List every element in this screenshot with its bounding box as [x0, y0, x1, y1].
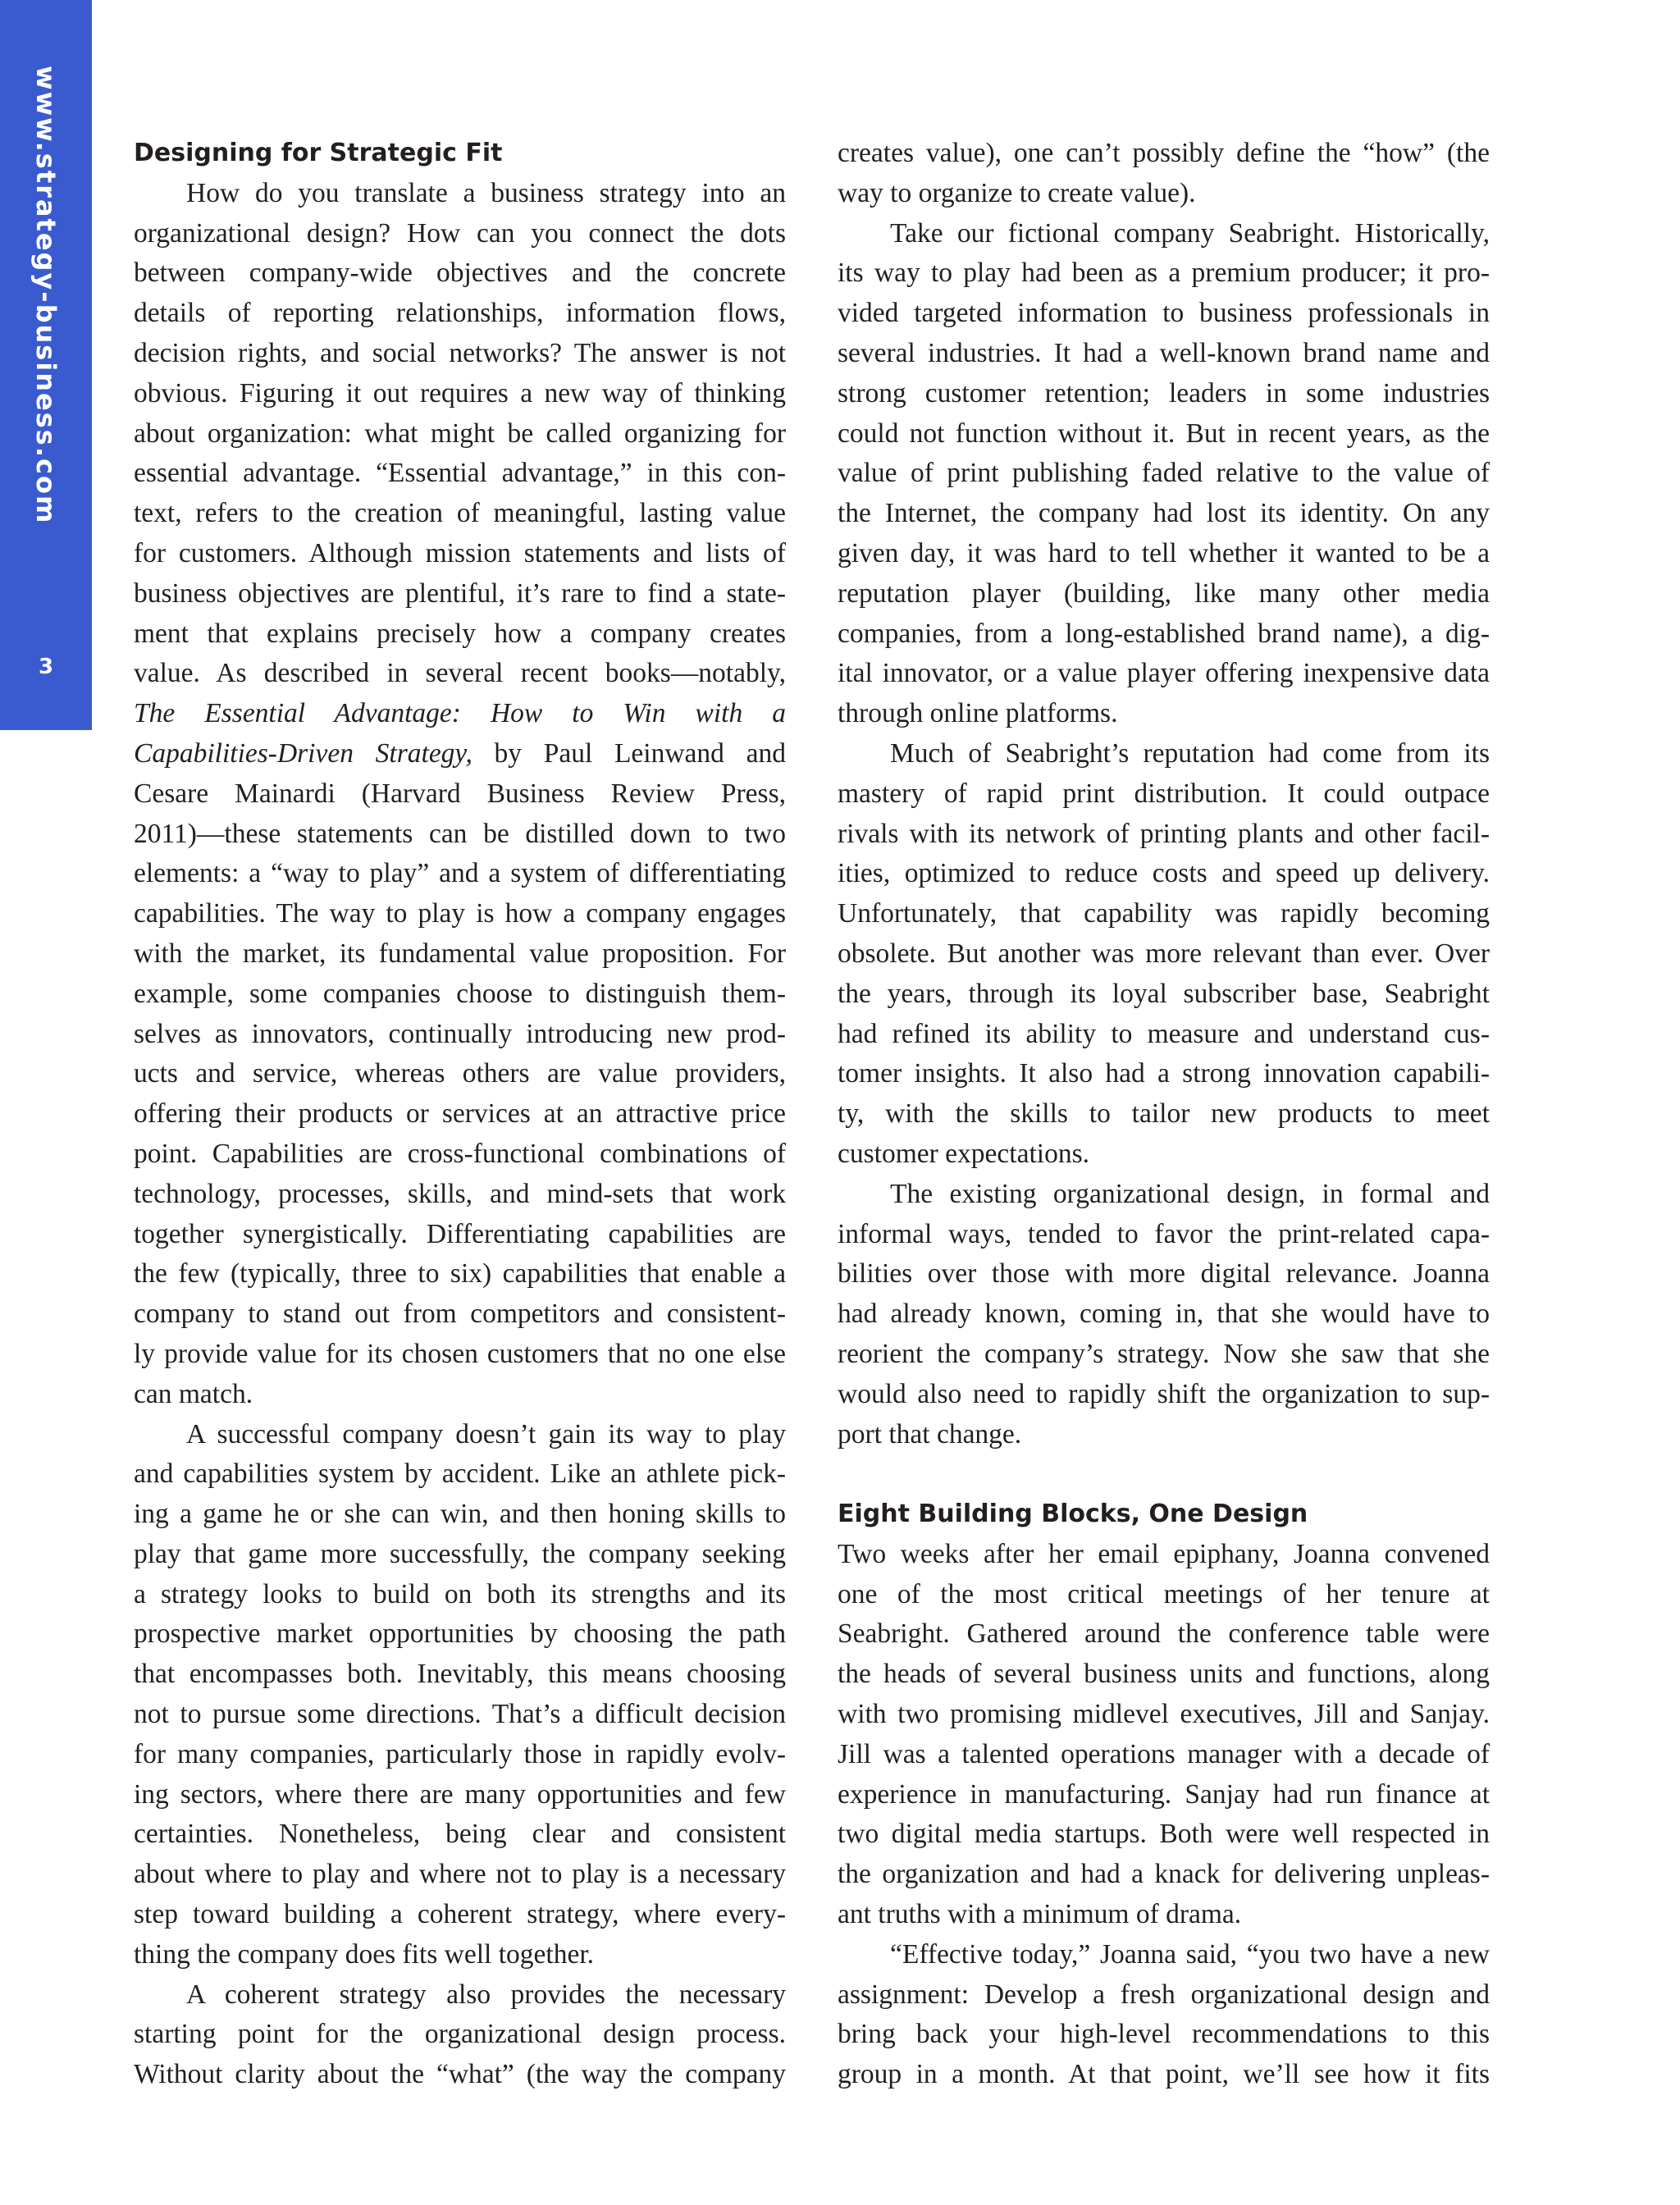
- text-line: port that change.: [838, 1418, 1022, 1449]
- text-line: point. Capabilities are cross-functional combinations of: [134, 1138, 786, 1169]
- text-line: decision rights, and social networks? The answer is not: [134, 337, 786, 368]
- text-line: The existing organizational design, in formal and: [890, 1178, 1490, 1209]
- left-body-text: [134, 174, 786, 2095]
- text-line: Seabright. Gathered around the conference table were: [838, 1618, 1490, 1650]
- text-line: ment that explains precisely how a company creates: [134, 618, 786, 649]
- text-line: together synergistically. Differentiating capabilities are: [134, 1218, 786, 1249]
- text-line: could not function without it. But in recent years, as the: [838, 418, 1490, 449]
- text-line: reputation player (building, like many other media: [838, 578, 1490, 609]
- text-line: and capabilities system by accident. Like an athlete pick-: [134, 1459, 786, 1490]
- right-body-text-top: [838, 134, 1490, 1454]
- text-line: had already known, coming in, that she would have to: [838, 1299, 1490, 1330]
- text-line: How do you translate a business strategy into an: [186, 177, 786, 208]
- text-line: obsolete. But another was more relevant than ever. Over: [838, 938, 1490, 969]
- text-line: for many companies, particularly those in rapidly evolv-: [134, 1738, 786, 1769]
- text-line: not to pursue some directions. That’s a difficult decision: [134, 1699, 786, 1730]
- right-column: [838, 134, 1490, 2095]
- text-line: with the market, its fundamental value proposition. For: [134, 938, 786, 969]
- text-line: can match.: [134, 1378, 253, 1409]
- text-line: prospective market opportunities by choosing the path: [134, 1618, 786, 1650]
- text-line: 2011)—these statements can be distilled down to two: [134, 818, 786, 849]
- text-line: its way to play had been as a premium producer; it pro-: [838, 258, 1490, 289]
- text-line: the organization and had a knack for delivering unpleas-: [838, 1859, 1490, 1890]
- section-gap: [838, 1454, 1490, 1495]
- text-line: capabilities. The way to play is how a company engages: [134, 898, 786, 929]
- text-line: elements: a “way to play” and a system of differentiating: [134, 858, 786, 889]
- line-text: by Paul Leinwand and: [472, 737, 786, 769]
- book-title-text: Capabilities-Driven Strategy,: [134, 737, 472, 769]
- text-line: step toward building a coherent strategy, where every-: [134, 1899, 786, 1930]
- text-line: ant truths with a minimum of drama.: [838, 1899, 1242, 1930]
- text-line: “Effective today,” Joanna said, “you two have a new: [890, 1938, 1490, 1970]
- text-line: the Internet, the company had lost its identity. On any: [838, 498, 1490, 529]
- text-line: A successful company doesn’t gain its way to play: [186, 1418, 786, 1449]
- text-line: that encompasses both. Inevitably, this means choosing: [134, 1659, 786, 1690]
- text-line: Two weeks after her email epiphany, Joanna convened: [838, 1538, 1490, 1569]
- text-line: Cesare Mainardi (Harvard Business Review Press,: [134, 778, 786, 809]
- text-line: with two promising midlevel executives, Jill and Sanjay.: [838, 1699, 1490, 1730]
- text-line: play that game more successfully, the company seeking: [134, 1538, 786, 1569]
- text-line: selves as innovators, continually introducing new prod-: [134, 1018, 786, 1049]
- text-line: a strategy looks to build on both its strengths and its: [134, 1578, 786, 1609]
- book-title-text: The Essential Advantage: How to Win with a: [134, 698, 786, 729]
- text-line: Without clarity about the “what” (the way the company: [134, 2059, 786, 2090]
- text-line: rivals with its network of printing plants and other facil-: [838, 818, 1490, 849]
- text-line: group in a month. At that point, we’ll see how it fits: [838, 2059, 1490, 2090]
- text-line: reorient the company’s strategy. Now she saw that she: [838, 1338, 1490, 1369]
- section-heading-strategic-fit: Designing for Strategic Fit: [134, 139, 503, 167]
- text-line: one of the most critical meetings of her tenure at: [838, 1578, 1490, 1609]
- sidebar-band: [0, 0, 92, 730]
- text-line: organizational design? How can you connect the dots: [134, 217, 786, 249]
- text-line: offering their products or services at an attractive price: [134, 1098, 786, 1130]
- text-line: ital innovator, or a value player offering inexpensive data: [838, 658, 1490, 689]
- text-line: customer expectations.: [838, 1138, 1089, 1169]
- text-line: value of print publishing faded relative to the value of: [838, 458, 1490, 489]
- left-column: [134, 134, 786, 2095]
- text-line: business objectives are plentiful, it’s rare to find a state-: [134, 578, 786, 609]
- right-body-text-bottom: [838, 1535, 1490, 2095]
- text-line: creates value), one can’t possibly define the “how” (the: [838, 138, 1490, 168]
- section-heading-building-blocks: Eight Building Blocks, One Design: [838, 1500, 1308, 1529]
- text-line: essential advantage. “Essential advantage,” in this con-: [134, 458, 786, 489]
- text-line: companies, from a long-established brand name), a dig-: [838, 618, 1490, 649]
- text-line: bring back your high-level recommendations to this: [838, 2019, 1490, 2050]
- text-line: strong customer retention; leaders in some industries: [838, 377, 1490, 409]
- text-line: several industries. It had a well-known brand name and: [838, 337, 1490, 368]
- text-line: ities, optimized to reduce costs and speed up delivery.: [838, 858, 1490, 889]
- text-line: details of reporting relationships, information flows,: [134, 298, 786, 329]
- text-line: starting point for the organizational design process.: [134, 2019, 786, 2050]
- site-url[interactable]: www.strategy-business.com: [30, 66, 62, 525]
- text-line: [134, 694, 786, 734]
- text-line: would also need to rapidly shift the organization to sup-: [838, 1378, 1490, 1409]
- text-line: had refined its ability to measure and understand cus-: [838, 1018, 1490, 1049]
- text-line: thing the company does fits well together.: [134, 1938, 595, 1970]
- text-line: value. As described in several recent books—notably,: [134, 658, 786, 689]
- text-line: Unfortunately, that capability was rapidly becoming: [838, 898, 1490, 929]
- text-line: Take our fictional company Seabright. Historically,: [890, 217, 1490, 249]
- text-line: assignment: Develop a fresh organizational design and: [838, 1979, 1490, 2010]
- text-line: way to organize to create value).: [838, 177, 1196, 208]
- text-line: ty, with the skills to tailor new products to meet: [838, 1098, 1490, 1130]
- text-line: vided targeted information to business professionals in: [838, 298, 1490, 329]
- text-line: two digital media startups. Both were well respected in: [838, 1819, 1490, 1850]
- text-line: bilities over those with more digital relevance. Joanna: [838, 1258, 1490, 1290]
- text-line: ing sectors, where there are many opportunities and few: [134, 1778, 786, 1810]
- text-line: A coherent strategy also provides the necessary: [186, 1979, 786, 2010]
- text-line: given day, it was hard to tell whether it wanted to be a: [838, 537, 1490, 568]
- text-line: through online platforms.: [838, 698, 1118, 729]
- text-line: mastery of rapid print distribution. It could outpace: [838, 778, 1490, 809]
- text-line: the heads of several business units and functions, along: [838, 1659, 1490, 1690]
- text-line: certainties. Nonetheless, being clear and consistent: [134, 1819, 786, 1850]
- text-line: about organization: what might be called organizing for: [134, 418, 786, 449]
- text-line: experience in manufacturing. Sanjay had run finance at: [838, 1778, 1490, 1810]
- text-line: ing a game he or she can win, and then honing skills to: [134, 1499, 786, 1530]
- text-line: ly provide value for its chosen customers that no one else: [134, 1338, 786, 1369]
- text-line: Much of Seabright’s reputation had come from its: [890, 737, 1490, 769]
- text-line: the few (typically, three to six) capabilities that enable a: [134, 1258, 786, 1290]
- text-line: text, refers to the creation of meaningful, lasting value: [134, 498, 786, 529]
- text-line: company to stand out from competitors and consistent-: [134, 1299, 786, 1330]
- text-line: example, some companies choose to distinguish them-: [134, 978, 786, 1009]
- text-line: Jill was a talented operations manager with a decade of: [838, 1738, 1490, 1769]
- text-line: informal ways, tended to favor the print-related capa-: [838, 1218, 1490, 1249]
- text-line: tomer insights. It also had a strong innovation capabili-: [838, 1058, 1490, 1089]
- text-line: about where to play and where not to play is a necessary: [134, 1859, 786, 1890]
- text-line: for customers. Although mission statements and lists of: [134, 537, 786, 568]
- text-line: between company-wide objectives and the concrete: [134, 258, 786, 289]
- text-line: [134, 734, 786, 774]
- text-line: the years, through its loyal subscriber base, Seabright: [838, 978, 1490, 1009]
- page-number: 3: [38, 655, 54, 679]
- text-line: ucts and service, whereas others are value providers,: [134, 1058, 786, 1089]
- text-line: obvious. Figuring it out requires a new way of thinking: [134, 377, 786, 409]
- text-line: technology, processes, skills, and mind-sets that work: [134, 1178, 786, 1209]
